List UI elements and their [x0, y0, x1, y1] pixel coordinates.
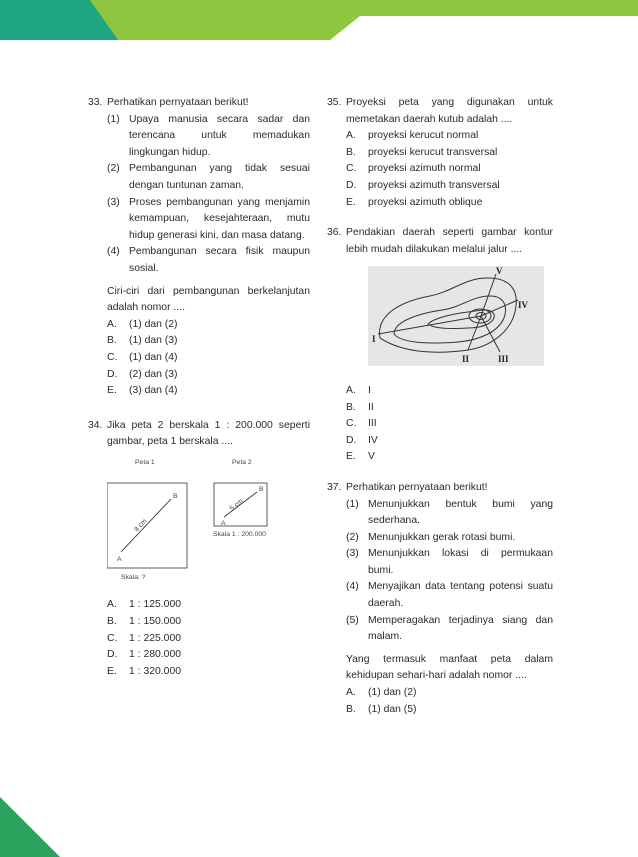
statement-text: Pembangunan yang tidak sesuai dengan tuntunan zaman.	[129, 163, 310, 191]
option-letter: D.	[107, 649, 118, 661]
answer-option-c[interactable]	[346, 416, 553, 433]
option-letter: A.	[346, 687, 356, 699]
option-text: 1 : 150.000	[129, 616, 181, 628]
option-text: (1) dan (4)	[129, 351, 178, 363]
statement	[346, 497, 553, 530]
option-letter: B.	[107, 335, 117, 347]
header-green-shape	[90, 0, 638, 40]
question-37	[327, 480, 553, 718]
option-text: 1 : 320.000	[129, 665, 181, 677]
option-text: proyeksi azimuth transversal	[368, 179, 500, 191]
answer-option-e[interactable]	[107, 383, 310, 400]
answer-option-d[interactable]	[107, 367, 310, 384]
answer-option-b[interactable]	[346, 702, 553, 719]
option-text: 1 : 280.000	[129, 649, 181, 661]
statement-number: (2)	[107, 163, 120, 175]
option-letter: E.	[107, 665, 117, 677]
option-letter: A.	[346, 384, 356, 396]
map1-length-label: 8 cm	[133, 517, 149, 534]
statement	[107, 244, 310, 277]
question-intro: Jika peta 2 berskala 1 : 200.000 seperti gambar, peta 1 berskala ....	[107, 419, 310, 448]
answer-option-a[interactable]	[346, 383, 553, 400]
option-text: (1) dan (2)	[368, 687, 417, 699]
option-text: (1) dan (5)	[368, 703, 417, 715]
statement-text: Proses pembangunan yang menjamin kemampuan, kesejahteraan, mutu hidup generasi kini, dan masa datang.	[129, 196, 310, 241]
answer-option-c[interactable]	[107, 631, 310, 648]
statement	[346, 613, 553, 646]
header-band	[0, 0, 638, 40]
statement-text: Pembangunan secara fisik maupun sosial.	[129, 246, 310, 274]
statement-number: (1)	[107, 113, 120, 125]
question-number: 36.	[327, 227, 342, 239]
question-number: 33.	[88, 97, 103, 108]
route-label-1: I	[372, 334, 376, 345]
question-33	[88, 95, 310, 400]
option-letter: D.	[346, 434, 357, 446]
option-text: IV	[368, 434, 378, 446]
option-text: 1 : 225.000	[129, 632, 181, 644]
statement-text: Memperagakan terjadinya siang dan malam.	[368, 614, 553, 643]
statement-number: (1)	[346, 498, 359, 510]
answer-option-a[interactable]	[107, 597, 310, 614]
question-35	[327, 95, 553, 211]
option-letter: D.	[346, 179, 357, 191]
statement-number: (2)	[346, 531, 359, 543]
option-letter: B.	[346, 146, 356, 158]
footer-corner-decoration	[0, 797, 60, 857]
option-letter: C.	[107, 632, 118, 644]
option-text: proyeksi kerucut transversal	[368, 146, 498, 158]
answer-option-e[interactable]	[107, 664, 310, 681]
map2-point-b: B	[259, 485, 264, 493]
footer-corner-shape	[0, 797, 60, 857]
answer-option-d[interactable]	[107, 647, 310, 664]
route-label-4: IV	[518, 300, 529, 311]
answer-option-b[interactable]	[107, 614, 310, 631]
option-letter: A.	[107, 599, 117, 611]
statement	[107, 161, 310, 194]
question-number: 37.	[327, 481, 342, 493]
option-text: (1) dan (3)	[129, 335, 178, 347]
statement-number: (3)	[346, 548, 359, 560]
statement-text: Menunjukkan gerak rotasi bumi.	[368, 531, 516, 543]
statement	[346, 530, 553, 547]
option-text: proyeksi azimuth normal	[368, 163, 481, 175]
answer-option-d[interactable]	[346, 433, 553, 450]
option-text: 1 : 125.000	[129, 599, 181, 611]
contour-map-figure	[368, 266, 544, 366]
right-column	[327, 95, 553, 718]
option-letter: A.	[107, 318, 117, 330]
question-34	[88, 418, 310, 681]
question-number: 34.	[88, 419, 103, 431]
map1-point-a: A	[117, 555, 122, 563]
option-text: proyeksi azimuth oblique	[368, 196, 483, 208]
answer-option-b[interactable]	[346, 400, 553, 417]
map-scale-figure	[107, 457, 307, 585]
map2-label: Peta 2	[232, 458, 252, 466]
statement-text: Menunjukkan lokasi di permukaan bumi.	[368, 548, 553, 576]
question-intro: Perhatikan pernyataan berikut!	[346, 481, 488, 493]
answer-option-d[interactable]	[346, 178, 553, 195]
option-letter: B.	[107, 616, 117, 628]
option-text: V	[368, 451, 375, 463]
option-letter: A.	[346, 130, 356, 142]
option-text: I	[368, 384, 371, 396]
map1-scale-label: Skala: ?	[121, 573, 146, 581]
answer-option-c[interactable]	[107, 350, 310, 367]
statement	[346, 546, 553, 579]
answer-option-a[interactable]	[107, 317, 310, 334]
answer-option-a[interactable]	[346, 685, 553, 702]
question-text: Ciri-ciri dari pembangunan berkelanjutan adalah nomor ....	[107, 285, 310, 314]
left-column	[88, 95, 310, 680]
question-36	[327, 225, 553, 466]
option-letter: E.	[107, 385, 117, 397]
option-letter: C.	[346, 418, 357, 430]
statement-text: Menyajikan data tentang potensi suatu daerah.	[368, 581, 553, 610]
option-letter: B.	[346, 401, 356, 413]
answer-option-c[interactable]	[346, 161, 553, 178]
statement-number: (4)	[107, 246, 120, 258]
map2-length-label: 5 cm	[228, 497, 245, 513]
question-intro: Pendakian daerah seperti gambar kontur lebih mudah dilakukan melalui jalur ....	[346, 227, 553, 255]
option-text: (2) dan (3)	[129, 368, 178, 380]
statement	[346, 579, 553, 612]
option-text: (1) dan (2)	[129, 318, 178, 330]
statement	[107, 112, 310, 162]
statement-text: Menunjukkan bentuk bumi yang sederhana.	[368, 498, 553, 527]
route-label-3: III	[498, 354, 509, 365]
option-text: proyeksi kerucut normal	[368, 130, 479, 142]
map1-label: Peta 1	[135, 458, 155, 466]
option-letter: B.	[346, 703, 356, 715]
answer-option-e[interactable]	[346, 449, 553, 466]
statement-text: Upaya manusia secara sadar dan terencana untuk memadukan lingkungan hidup.	[129, 113, 310, 158]
option-letter: E.	[346, 196, 356, 208]
map2-scale-label: Skala 1 : 200.000	[213, 530, 266, 538]
question-number: 35.	[327, 97, 342, 108]
answer-option-a[interactable]	[346, 128, 553, 145]
statement-number: (3)	[107, 196, 120, 208]
statement	[107, 195, 310, 245]
statement-number: (4)	[346, 581, 359, 593]
route-label-2: II	[462, 354, 470, 365]
option-letter: D.	[107, 368, 118, 380]
question-intro: Proyeksi peta yang digunakan untuk memetakan daerah kutub adalah ....	[346, 97, 553, 125]
statement-number: (5)	[346, 614, 359, 626]
map2-point-a: A	[221, 519, 226, 527]
option-text: III	[368, 418, 377, 430]
option-letter: E.	[346, 451, 356, 463]
answer-option-e[interactable]	[346, 195, 553, 212]
map1-distance-line	[121, 499, 171, 552]
option-text: (3) dan (4)	[129, 385, 178, 397]
option-text: II	[368, 401, 374, 413]
map1-point-b: B	[173, 492, 178, 500]
question-intro: Perhatikan pernyataan berikut!	[107, 97, 249, 108]
route-label-5: V	[496, 266, 503, 277]
answer-option-b[interactable]	[107, 333, 310, 350]
answer-option-b[interactable]	[346, 145, 553, 162]
option-letter: C.	[346, 163, 357, 175]
option-letter: C.	[107, 351, 118, 363]
question-text: Yang termasuk manfaat peta dalam kehidupan sehari-hari adalah nomor ....	[346, 653, 553, 682]
